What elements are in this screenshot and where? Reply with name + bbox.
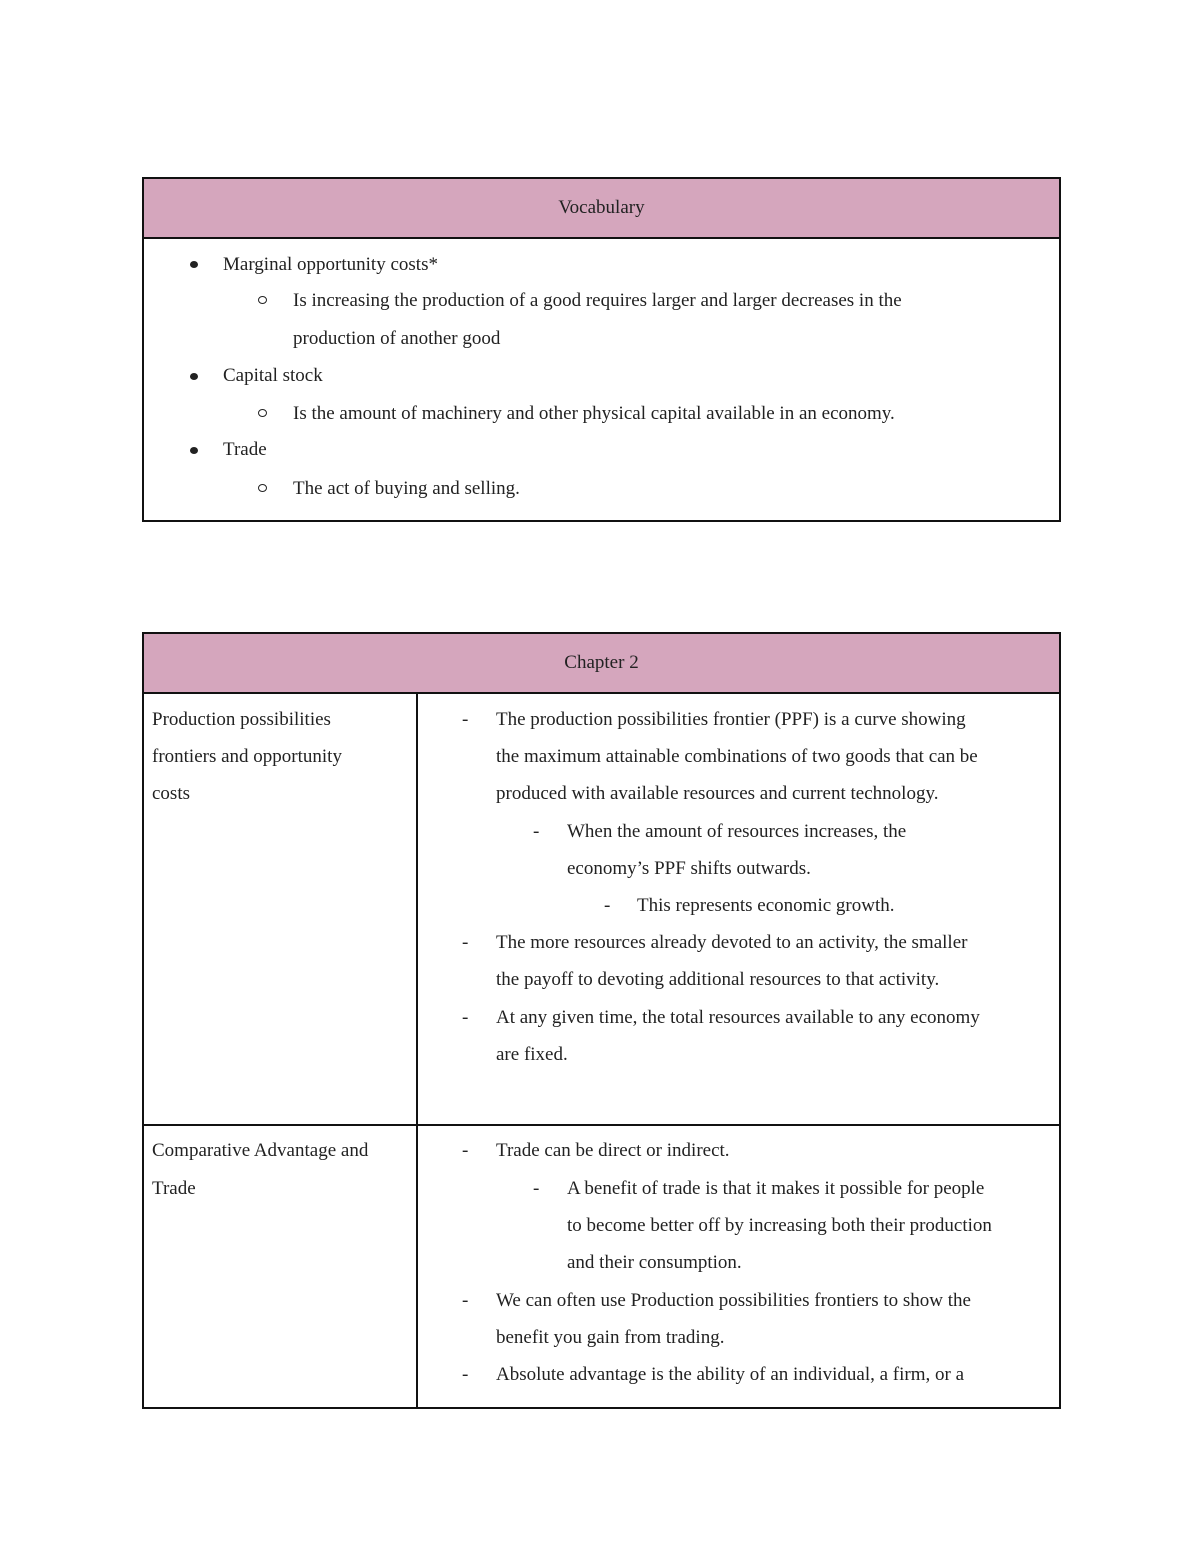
vocab-definition-1-line-1: Is increasing the production of a good requires larger and larger decreases in the [293, 290, 902, 311]
bullet-ring-icon [258, 409, 267, 417]
vocab-definition-3-line-1: The act of buying and selling. [293, 478, 520, 499]
dash-marker: - [533, 1178, 540, 1199]
bullet-dot-icon [190, 447, 198, 454]
topic-1-line-3: costs [152, 783, 190, 804]
dash-marker: - [462, 1364, 469, 1385]
column-divider [416, 694, 418, 1407]
bullet-ring-icon [258, 484, 267, 492]
chapter-title: Chapter 2 [564, 652, 639, 673]
note-1-1-line-3: produced with available resources and current technology. [496, 783, 939, 804]
topic-1-line-2: frontiers and opportunity [152, 746, 342, 767]
note-1-4-line-1: The more resources already devoted to an activity, the smaller [496, 932, 968, 953]
row-divider [144, 1124, 1059, 1126]
topic-1-line-1: Production possibilities [152, 709, 331, 730]
note-2-4-line-1: Absolute advantage is the ability of an individual, a firm, or a [496, 1364, 965, 1385]
vocab-term-2: Capital stock [223, 365, 323, 386]
vocab-definition-2-line-1: Is the amount of machinery and other physical capital available in an economy. [293, 403, 895, 424]
bullet-dot-icon [190, 373, 198, 380]
dash-marker: - [462, 1290, 469, 1311]
note-2-2-line-2: to become better off by increasing both their production [567, 1215, 992, 1236]
vocab-definition-1-line-2: production of another good [293, 328, 501, 349]
note-1-5-line-2: are fixed. [496, 1044, 568, 1065]
dash-marker: - [533, 821, 540, 842]
dash-marker: - [462, 1007, 469, 1028]
note-1-2-line-2: economy’s PPF shifts outwards. [567, 858, 811, 879]
note-1-1-line-1: The production possibilities frontier (PPF) is a curve showing [496, 709, 966, 730]
vocab-term-1: Marginal opportunity costs* [223, 254, 438, 275]
note-1-3-line-1: This represents economic growth. [637, 895, 895, 916]
bullet-dot-icon [190, 261, 198, 268]
dash-marker: - [462, 1140, 469, 1161]
dash-marker: - [462, 932, 469, 953]
note-1-2-line-1: When the amount of resources increases, the [567, 821, 907, 842]
note-2-3-line-2: benefit you gain from trading. [496, 1327, 725, 1348]
note-1-1-line-2: the maximum attainable combinations of two goods that can be [496, 746, 978, 767]
note-2-2-line-3: and their consumption. [567, 1252, 742, 1273]
bullet-ring-icon [258, 296, 267, 304]
vocabulary-title: Vocabulary [558, 197, 645, 218]
dash-marker: - [604, 895, 611, 916]
note-2-2-line-1: A benefit of trade is that it makes it possible for people [567, 1178, 985, 1199]
topic-2-line-1: Comparative Advantage and [152, 1140, 369, 1161]
note-1-4-line-2: the payoff to devoting additional resources to that activity. [496, 969, 940, 990]
note-2-1-line-1: Trade can be direct or indirect. [496, 1140, 730, 1161]
vocabulary-table [142, 177, 1061, 522]
chapter-header [144, 634, 1059, 694]
topic-2-line-2: Trade [152, 1178, 196, 1199]
note-2-3-line-1: We can often use Production possibilities frontiers to show the [496, 1290, 971, 1311]
vocabulary-header [144, 179, 1059, 239]
note-1-5-line-1: At any given time, the total resources available to any economy [496, 1007, 980, 1028]
chapter-body [144, 694, 1059, 1407]
chapter-table [142, 632, 1061, 1409]
dash-marker: - [462, 709, 469, 730]
vocab-term-3: Trade [223, 439, 267, 460]
